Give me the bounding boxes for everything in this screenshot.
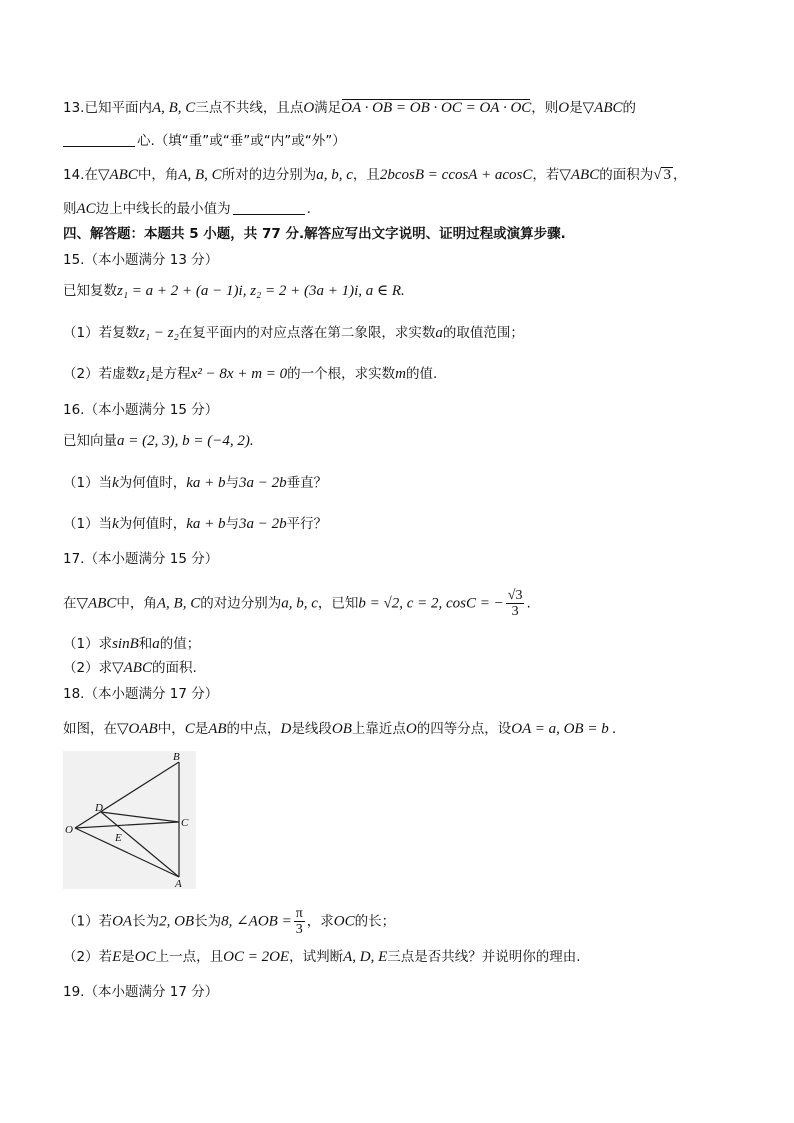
q16-part1: （1）当k为何值时，ka + b与3a − 2b垂直？ [63, 475, 328, 491]
q18-stem: 如图，在▽OAB中，C是AB的中点，D是线段OB上靠近点O的四等分点，设OA = a, OB = b . [63, 721, 617, 737]
label-C: C [181, 817, 189, 829]
q19-header: 19.（本小题满分 17 分） [63, 984, 219, 1000]
segment-DA [101, 812, 179, 877]
label-O: O [65, 824, 73, 836]
q14-line2: 则AC边上中线长的最小值为 . [63, 201, 311, 217]
q14-answer-blank [233, 214, 305, 215]
triangle-diagram [63, 751, 196, 889]
q17-part2: （2）求▽ABC的面积. [63, 660, 197, 676]
section-heading: 四、解答题：本题共 5 小题，共 77 分.解答应写出文字说明、证明过程或演算步骤. [63, 226, 566, 242]
segment-DC [101, 812, 179, 822]
segment-OB [75, 762, 179, 828]
q13-line1: 13.已知平面内A, B, C三点不共线，且点O满足OA · OB = OB · OC = OA · OC，则O是▽ABC的 [63, 100, 636, 116]
triangle-figure [63, 751, 196, 889]
q16-part2: （1）当k为何值时，ka + b与3a − 2b平行？ [63, 516, 328, 532]
q13-line2: 心.（填“重”或“垂”或“内”或“外”） [63, 131, 346, 151]
q15-part2: （2）若虚数z₁是方程x² − 8x + m = 0的一个根，求实数m的值. [63, 366, 438, 382]
q16-stem: 已知向量a = (2, 3), b = (−4, 2). [63, 433, 254, 449]
q16-header: 16.（本小题满分 15 分） [63, 402, 219, 418]
q18-header: 18.（本小题满分 17 分） [63, 686, 219, 702]
q13-vector-equation: OA · OB = OB · OC = OA · OC [341, 100, 532, 116]
q17-stem: 在▽ABC中，角A, B, C的对边分别为a, b, c，已知b = √2, c = 2, cosC = − $\frac{√3}{3}$ . [63, 588, 531, 619]
segment-OA [75, 828, 179, 877]
label-B: B [173, 751, 180, 763]
q15-part1: （1）若复数z₁ − z₂在复平面内的对应点落在第二象限，求实数a的取值范围； [63, 325, 524, 341]
q18-part1: （1）若OA长为2, OB长为8, ∠AOB = $\frac{\pi}{3}$ ，求OC的长； [63, 906, 396, 937]
q18-fraction: $\frac{\pi}{3}$ [295, 906, 303, 937]
q17-header: 17.（本小题满分 15 分） [63, 551, 219, 567]
q13-answer-blank [63, 146, 135, 147]
q15-header: 15.（本小题满分 13 分） [63, 252, 219, 268]
label-E: E [115, 832, 122, 844]
q17-fraction: $\frac{√3}{3}$ [507, 588, 523, 619]
q18-part2: （2）若E是OC上一点，且OC = 2OE，试判断A, D, E三点是否共线？并说明你的理由. [63, 949, 581, 965]
label-A: A [175, 878, 182, 889]
q15-stem: 已知复数z₁ = a + 2 + (a − 1)i, z₂ = 2 + (3a + 1)i, a ∈ R. [63, 283, 405, 299]
segment-OC [75, 822, 179, 828]
label-D: D [95, 802, 103, 814]
q17-part1: （1）求sinB和a的值； [63, 636, 201, 652]
q14-line1: 14.在▽ABC中，角A, B, C所对的边分别为a, b, c，且2bcosB = ccosA + acosC，若▽ABC的面积为√ 3 ， [63, 167, 687, 183]
